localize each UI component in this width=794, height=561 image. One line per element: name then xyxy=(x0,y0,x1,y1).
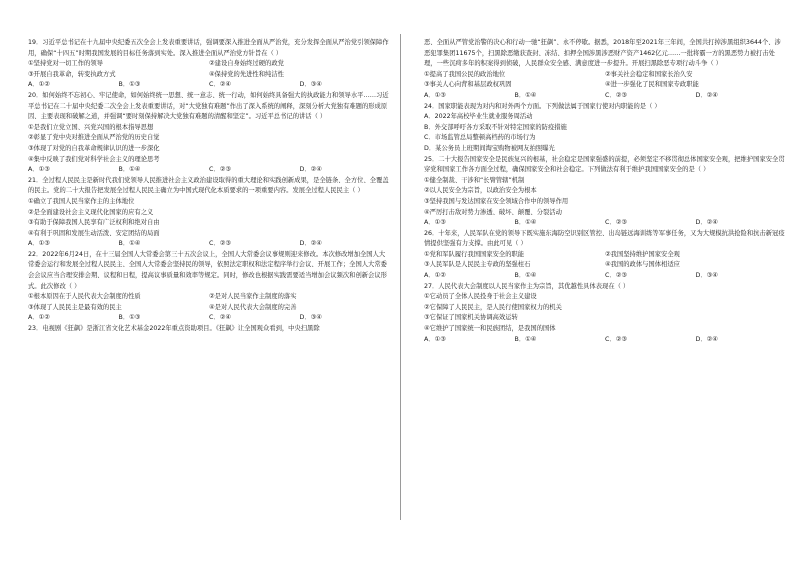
choice: C．②③ xyxy=(605,272,627,280)
choice: D．②④ xyxy=(695,335,718,343)
choice: D．②④ xyxy=(695,91,718,99)
choice: D．③④ xyxy=(299,314,322,322)
choice: D．②④ xyxy=(299,240,322,248)
choice-row xyxy=(424,218,786,229)
option: ②建设自身始终过硬的政党 xyxy=(209,60,284,68)
option: ③体现了对党的自我革命规律认识的进一步深化 xyxy=(28,144,160,152)
choice: D．③④ xyxy=(299,81,322,89)
option: A．2022年高校毕业生就业服务周活动 xyxy=(424,113,533,121)
choice: B．①④ xyxy=(514,272,537,280)
choice: D．②④ xyxy=(299,166,322,174)
option: ④严厉打击敌对势力渗透、破坏、颠覆、分裂活动 xyxy=(424,208,562,216)
question-stem: 恶、全面从严管党治警的决心和行动一驰“狂飙”、永不停歇。据悉，2018年至2021年三年间，全国共打掉涉黑组织3644个、涉恶犯罪集团11675个，扫黑除恶缴获查封、冻结、扣押全国涉黑涉恶财产资产1462亿元……一批将霸一方的黑恶势力被打击处理，一些沉疴多年的积案得到侦破，人民群众安全感、满意度进一步提升。开展扫黑除恶专项行动斗争（ ） xyxy=(424,39,781,68)
option: ④我国的政体与国体相适应 xyxy=(605,261,680,269)
option: C．市场监管总局整顿高档药的市场行为 xyxy=(424,134,536,142)
option-row xyxy=(28,303,390,314)
option: ①健全制裁、干涉和“长臂管辖”机制 xyxy=(424,176,525,184)
option: B．外交部呼吁各方采取不针对特定国家的防疫措施 xyxy=(424,123,567,131)
left-column xyxy=(28,38,390,335)
choice-row xyxy=(28,165,390,176)
option: ①确立了我国人民当家作主的主体地位 xyxy=(28,197,135,205)
choice: A．①② xyxy=(28,314,50,322)
option-row xyxy=(424,70,786,81)
choice: B．①④ xyxy=(514,219,537,227)
choice: C．②③ xyxy=(209,240,231,248)
option: ②以人民安全为宗旨，以政治安全为根本 xyxy=(424,187,537,195)
choice-row xyxy=(28,80,390,91)
choice-row xyxy=(424,335,786,346)
question-25 xyxy=(424,155,786,229)
option-row xyxy=(28,70,390,81)
choice: C．②③ xyxy=(605,219,627,227)
option: ①党和军队履行我国国家安全的职能 xyxy=(424,250,525,258)
option: ③体现了人民民主是最有效的民主 xyxy=(28,303,122,311)
option: ③坚持我国与发达国家在安全领域合作中的领导作用 xyxy=(424,197,569,205)
question-stem: 24．国家职能表现为对内和对外两个方面。下列做法属于国家行使对内职能的是（ ） xyxy=(424,102,661,110)
option: ③开展自我革命，转变执政方式 xyxy=(28,70,116,78)
option: ④保持党的先进性和纯洁性 xyxy=(209,70,284,78)
option-row xyxy=(28,59,390,70)
question-stem: 23．电视剧《狂飙》是浙江省文化艺术基金2022年重点资助项目。《狂飙》让全国观众看到，中央扫黑除 xyxy=(28,325,320,333)
option: ③人民军队是人民民主专政的坚强柱石 xyxy=(424,261,531,269)
option: ①根本原因在于人民代表大会制度的性质 xyxy=(28,293,141,301)
choice: C．②④ xyxy=(209,314,231,322)
choice: B．①④ xyxy=(514,335,537,343)
choice: C．②③ xyxy=(605,91,627,99)
column-divider xyxy=(400,34,401,520)
question-stem: 25．二十大报告国家安全是民族复兴的根基，社会稳定是国家强盛的前提，必须坚定不移贯彻总体国家安全观，把维护国家安全贯穿党和国家工作各方面全过程，确保国家安全和社会稳定。下列做法有利于维护我国国家安全的是（ ） xyxy=(424,155,785,174)
question-stem: 26．十年来，人民军队在党的领导下既实施东海防空识别区管控、出岛链远海训练等军事任务，又为大规模抗洪抢险和抗击新冠疫情提供坚强有力支撑。由此可见（ ） xyxy=(424,229,785,248)
option: ①提高了我国公民的政治地位 xyxy=(424,70,506,78)
option: ③事关人心向背和基层政权巩固 xyxy=(424,81,512,89)
option: ③它保证了国家机关协调高效运转 xyxy=(424,314,518,322)
option: ②事关社会稳定和国家长治久安 xyxy=(605,70,693,78)
choice: A．①② xyxy=(28,81,50,89)
option: D．某公务员上班期间淘宝购物被网友拍照曝光 xyxy=(424,144,555,152)
choice: A．①③ xyxy=(424,219,446,227)
choice: B．①③ xyxy=(118,314,141,322)
choice: C．②③ xyxy=(209,166,231,174)
choice: C．②④ xyxy=(209,81,231,89)
option: ③有助于保障我国人民享有广泛权利和绝对自由 xyxy=(28,219,160,227)
right-column xyxy=(424,38,786,345)
question-22 xyxy=(28,250,390,324)
choice: C．②③ xyxy=(605,335,627,343)
choice: A．①② xyxy=(424,272,446,280)
choice: A．①③ xyxy=(28,166,50,174)
question-26 xyxy=(424,229,786,282)
option: ①坚持党对一切工作的领导 xyxy=(28,60,103,68)
option: ②彰显了党中央对推进全面从严治党的历史自觉 xyxy=(28,134,160,142)
option: ④有利于巩固和发展生动活泼、安定团结的局面 xyxy=(28,229,160,237)
choice: A．①③ xyxy=(424,335,446,343)
option: ④它维护了国家统一和民族团结，是我国的国体 xyxy=(424,325,556,333)
question-20 xyxy=(28,91,390,176)
choice: D．③④ xyxy=(695,272,718,280)
option: ②我国坚持维护国家安全观 xyxy=(605,250,680,258)
option: ②是对人民当家作主制度的落实 xyxy=(209,293,297,301)
option: ④集中反映了我们党对科学社会主义的理论思考 xyxy=(28,155,160,163)
choice: B．①④ xyxy=(118,240,141,248)
question-stem: 19．习近平总书记在十九届中央纪委五次全会上发表重要讲话，强调要深入推进全面从严治党，充分发挥全面从严治党引领保障作用，确保“十四五”时期我国发展的目标任务落到实处。深入推进全面从严治党方针旨在（ ） xyxy=(28,39,389,57)
choice: A．①③ xyxy=(424,91,446,99)
question-23 xyxy=(28,324,390,335)
option: ②它保障了人民民主，是人民行使国家权力的机关 xyxy=(424,303,562,311)
choice-row xyxy=(28,313,390,324)
choice: A．①③ xyxy=(28,240,50,248)
question-23-continued xyxy=(424,38,786,102)
question-stem: 22．2022年6月24日，在十三届全国人大常委会第三十五次会议上，全国人大常委会议事规则迎来修改。本次修改增加全国人大常委会运行和发展全过程人民民主、全国人大常委会坚持民的领导，依照法定职权和法定程序举行会议、开展工作；全国人大常委会会议应当合理安排会期、议程和日程，提高议事质量和效率等规定。同时，修改也根据实践需要适当增加会议频次和创新会议形式。此次修改（ ） xyxy=(28,250,387,290)
choice-row xyxy=(424,91,786,102)
option-row xyxy=(424,260,786,271)
option: ④进一步强化了民和国家专政职能 xyxy=(605,81,699,89)
choice: B．①④ xyxy=(118,166,141,174)
choice-row xyxy=(28,239,390,250)
option: ④是对人民代表大会制度的完善 xyxy=(209,303,297,311)
question-21 xyxy=(28,176,390,250)
question-stem: 20．如何始终不忘初心、牢记使命，如何始终统一思想、统一意志、统一行动，如何始终具备强大的执政能力和领导水平……习近平总书记在二十届中央纪委二次全会上发表重要讲话，对“大党独有难题”作出了深入系统的阐释，深刻分析大党独有难题的形成原因、主要表现和破解之道，并强调“要时刻保持解决大党独有难题的清醒和坚定”。习近平总书记的讲话（ ） xyxy=(28,91,389,121)
choice: D．②④ xyxy=(695,219,718,227)
question-24 xyxy=(424,102,786,155)
question-stem: 21．全过程人民民主是新时代我们党领导人民推进社会主义政治建设取得的重大理论和实践创新成果，是全链条、全方位、全覆盖的民主。党的二十大报告把发展全过程人民民主确立为中国式现代化本质要求的一项重要内容。发展全过程人民民主（ ） xyxy=(28,176,389,195)
question-19 xyxy=(28,38,390,91)
question-stem: 27．人民代表大会制度以人民当家作主为宗旨，其优越性具体表现在（ ） xyxy=(424,282,630,290)
option: ②是全面建设社会主义现代化国家的应有之义 xyxy=(28,208,154,216)
option: ①它动员了全体人民投身于社会主义建设 xyxy=(424,293,537,301)
option: ①是我们立党立国、兴党兴国的根本指导思想 xyxy=(28,123,154,131)
question-27 xyxy=(424,282,786,346)
choice: B．①④ xyxy=(514,91,537,99)
option-row xyxy=(424,250,786,261)
option-row xyxy=(28,292,390,303)
choice: B．①③ xyxy=(118,81,141,89)
choice-row xyxy=(424,271,786,282)
option-row xyxy=(424,80,786,91)
